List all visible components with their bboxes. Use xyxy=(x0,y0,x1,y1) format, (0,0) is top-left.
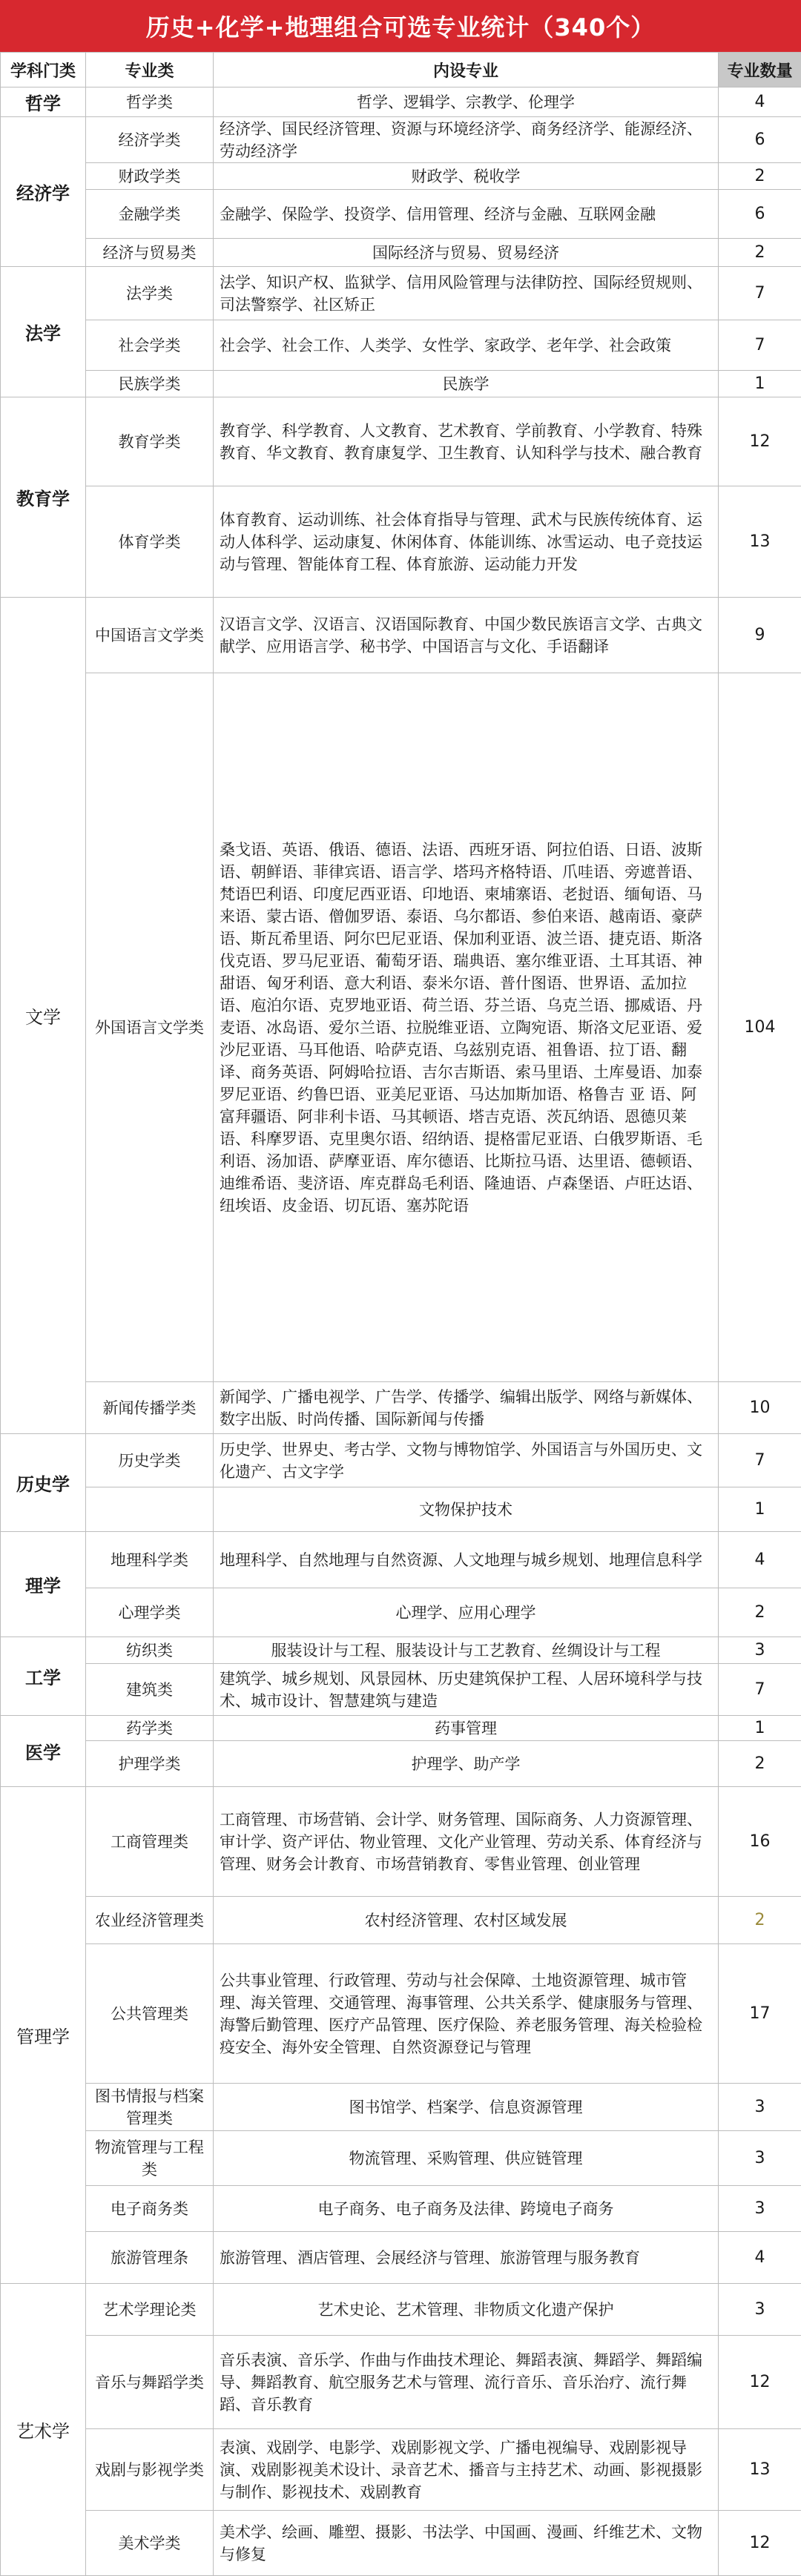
class-cell: 法学类 xyxy=(86,267,214,320)
table-body xyxy=(1,87,801,2576)
class-cell: 物流管理与工程类 xyxy=(86,2131,214,2186)
majors-cell: 建筑学、城乡规划、风景园林、历史建筑保护工程、人居环境科学与技术、城市设计、智慧建筑与建造 xyxy=(214,1664,719,1716)
class-cell: 公共管理类 xyxy=(86,1944,214,2084)
count-cell: 4 xyxy=(719,1532,801,1588)
count-cell: 17 xyxy=(719,1944,801,2084)
table-row xyxy=(1,87,801,117)
table-row xyxy=(1,598,801,673)
table-row xyxy=(1,163,801,190)
table-row xyxy=(1,1382,801,1434)
class-cell: 经济学类 xyxy=(86,117,214,163)
table-row xyxy=(1,320,801,371)
class-cell: 社会学类 xyxy=(86,320,214,371)
count-cell: 7 xyxy=(719,320,801,371)
count-cell: 3 xyxy=(719,2186,801,2232)
category-cell: 管理学 xyxy=(1,1787,86,2284)
count-cell: 13 xyxy=(719,486,801,598)
category-cell: 艺术学 xyxy=(1,2284,86,2576)
table-row xyxy=(1,2429,801,2511)
majors-cell: 国际经济与贸易、贸易经济 xyxy=(214,239,719,267)
table-row xyxy=(1,1741,801,1787)
majors-cell: 旅游管理、酒店管理、会展经济与管理、旅游管理与服务教育 xyxy=(214,2232,719,2284)
page-title: 历史+化学+地理组合可选专业统计（340个） xyxy=(0,0,801,52)
majors-cell: 农村经济管理、农村区域发展 xyxy=(214,1897,719,1944)
majors-cell: 历史学、世界史、考古学、文物与博物馆学、外国语言与外国历史、文化遗产、古文字学 xyxy=(214,1434,719,1487)
class-cell: 工商管理类 xyxy=(86,1787,214,1897)
table-row xyxy=(1,267,801,320)
class-cell: 心理学类 xyxy=(86,1588,214,1637)
majors-cell: 民族学 xyxy=(214,371,719,397)
table-row xyxy=(1,1716,801,1741)
class-cell: 药学类 xyxy=(86,1716,214,1741)
table-row xyxy=(1,1487,801,1532)
category-cell: 哲学 xyxy=(1,87,86,117)
header-class: 专业类 xyxy=(86,53,214,87)
category-cell: 经济学 xyxy=(1,117,86,267)
majors-cell: 新闻学、广播电视学、广告学、传播学、编辑出版学、网络与新媒体、数字出版、时尚传播、国际新闻与传播 xyxy=(214,1382,719,1434)
class-cell: 体育学类 xyxy=(86,486,214,598)
table-row xyxy=(1,673,801,1382)
header-majors: 内设专业 xyxy=(214,53,719,87)
class-cell: 中国语言文学类 xyxy=(86,598,214,673)
majors-cell: 文物保护技术 xyxy=(214,1487,719,1532)
majors-cell: 图书馆学、档案学、信息资源管理 xyxy=(214,2084,719,2131)
count-cell: 7 xyxy=(719,1434,801,1487)
category-cell: 教育学 xyxy=(1,397,86,598)
majors-cell: 心理学、应用心理学 xyxy=(214,1588,719,1637)
class-cell: 地理科学类 xyxy=(86,1532,214,1588)
class-cell: 新闻传播学类 xyxy=(86,1382,214,1434)
class-cell: 农业经济管理类 xyxy=(86,1897,214,1944)
count-cell: 9 xyxy=(719,598,801,673)
table-row xyxy=(1,397,801,486)
count-cell: 16 xyxy=(719,1787,801,1897)
count-cell: 1 xyxy=(719,1716,801,1741)
majors-cell: 哲学、逻辑学、宗教学、伦理学 xyxy=(214,87,719,117)
class-cell: 音乐与舞蹈学类 xyxy=(86,2336,214,2429)
table-row xyxy=(1,2186,801,2232)
class-cell: 纺织类 xyxy=(86,1637,214,1664)
class-cell: 哲学类 xyxy=(86,87,214,117)
category-cell: 法学 xyxy=(1,267,86,397)
count-cell: 12 xyxy=(719,397,801,486)
count-cell: 6 xyxy=(719,117,801,163)
majors-cell: 工商管理、市场营销、会计学、财务管理、国际商务、人力资源管理、审计学、资产评估、物业管理、文化产业管理、劳动关系、体育经济与管理、财务会计教育、市场营销教育、零售业管理、创业管理 xyxy=(214,1787,719,1897)
count-cell: 104 xyxy=(719,673,801,1382)
count-cell: 1 xyxy=(719,371,801,397)
table-row xyxy=(1,1787,801,1897)
count-cell: 2 xyxy=(719,1897,801,1944)
category-cell: 理学 xyxy=(1,1532,86,1637)
table-row xyxy=(1,2131,801,2186)
majors-cell: 音乐表演、音乐学、作曲与作曲技术理论、舞蹈表演、舞蹈学、舞蹈编导、舞蹈教育、航空服务艺术与管理、流行音乐、音乐治疗、流行舞蹈、音乐教育 xyxy=(214,2336,719,2429)
header-count: 专业数量 xyxy=(719,53,801,87)
header-category: 学科门类 xyxy=(1,53,86,87)
table-row xyxy=(1,2284,801,2336)
class-cell: 戏剧与影视学类 xyxy=(86,2429,214,2511)
count-cell: 6 xyxy=(719,190,801,239)
category-cell: 工学 xyxy=(1,1637,86,1716)
count-cell: 1 xyxy=(719,1487,801,1532)
majors-cell: 药事管理 xyxy=(214,1716,719,1741)
class-cell xyxy=(86,1487,214,1532)
majors-cell: 体育教育、运动训练、社会体育指导与管理、武术与民族传统体育、运动人体科学、运动康复、休闲体育、体能训练、冰雪运动、电子竞技运动与管理、智能体育工程、体育旅游、运动能力开发 xyxy=(214,486,719,598)
class-cell: 金融学类 xyxy=(86,190,214,239)
count-cell: 10 xyxy=(719,1382,801,1434)
count-cell: 2 xyxy=(719,1741,801,1787)
class-cell: 经济与贸易类 xyxy=(86,239,214,267)
count-cell: 3 xyxy=(719,1637,801,1664)
count-cell: 2 xyxy=(719,163,801,190)
class-cell: 图书情报与档案管理类 xyxy=(86,2084,214,2131)
class-cell: 旅游管理条 xyxy=(86,2232,214,2284)
class-cell: 外国语言文学类 xyxy=(86,673,214,1382)
count-cell: 13 xyxy=(719,2429,801,2511)
class-cell: 民族学类 xyxy=(86,371,214,397)
majors-cell: 教育学、科学教育、人文教育、艺术教育、学前教育、小学教育、特殊教育、华文教育、教育康复学、卫生教育、认知科学与技术、融合教育 xyxy=(214,397,719,486)
majors-cell: 汉语言文学、汉语言、汉语国际教育、中国少数民族语言文学、古典文献学、应用语言学、秘书学、中国语言与文化、手语翻译 xyxy=(214,598,719,673)
majors-cell: 地理科学、自然地理与自然资源、人文地理与城乡规划、地理信息科学 xyxy=(214,1532,719,1588)
class-cell: 建筑类 xyxy=(86,1664,214,1716)
class-cell: 历史学类 xyxy=(86,1434,214,1487)
majors-cell: 艺术史论、艺术管理、非物质文化遗产保护 xyxy=(214,2284,719,2336)
table-header-row xyxy=(1,53,801,87)
class-cell: 护理学类 xyxy=(86,1741,214,1787)
table-row xyxy=(1,1532,801,1588)
table-row xyxy=(1,190,801,239)
count-cell: 7 xyxy=(719,1664,801,1716)
majors-cell: 经济学、国民经济管理、资源与环境经济学、商务经济学、能源经济、劳动经济学 xyxy=(214,117,719,163)
table-row xyxy=(1,1588,801,1637)
majors-cell: 财政学、税收学 xyxy=(214,163,719,190)
majors-cell: 法学、知识产权、监狱学、信用风险管理与法律防控、国际经贸规则、司法警察学、社区矫正 xyxy=(214,267,719,320)
table-row xyxy=(1,1637,801,1664)
count-cell: 4 xyxy=(719,87,801,117)
category-cell: 文学 xyxy=(1,598,86,1434)
table-row xyxy=(1,2084,801,2131)
category-cell: 医学 xyxy=(1,1716,86,1787)
majors-cell: 桑戈语、英语、俄语、德语、法语、西班牙语、阿拉伯语、日语、波斯语、朝鲜语、菲律宾语、语言学、塔玛齐格特语、爪哇语、旁遮普语、梵语巴利语、印度尼西亚语、印地语、柬埔寨语、老挝语、缅甸语、马来语、蒙古语、僧伽罗语、泰语、乌尔都语、参伯来语、越南语、豪萨语、斯瓦希里语、阿尔巴尼亚语、保加利亚语、波兰语、捷克语、斯洛伐克语、罗马尼亚语、葡萄牙语、瑞典语、塞尔维亚语、土耳其语、神甜语、匈牙利语、意大利语、泰米尔语、普什图语、世界语、孟加拉语、庖泊尔语、克罗地亚语、荷兰语、芬兰语、乌克兰语、挪威语、丹麦语、冰岛语、爱尔兰语、拉脱维亚语、立陶宛语、斯洛文尼亚语、爱沙尼亚语、马耳他语、哈萨克语、乌兹别克语、祖鲁语、拉丁语、翻译、商务英语、阿姆哈拉语、吉尔吉斯语、索马里语、土库曼语、加泰罗尼亚语、约鲁巴语、亚美尼亚语、马达加斯加语、格鲁吉 亚 语、阿富拜疆语、阿非利卡语、马其顿语、塔吉克语、茨瓦纳语、恩德贝莱语、科摩罗语、克里奥尔语、绍纳语、提格雷尼亚语、白俄罗斯语、毛利语、汤加语、萨摩亚语、库尔德语、比斯拉马语、达里语、德顿语、迪维希语、斐济语、库克群岛毛利语、隆迪语、卢森堡语、卢旺达语、纽埃语、皮金语、切瓦语、塞苏陀语 xyxy=(214,673,719,1382)
majors-table xyxy=(0,52,801,2576)
class-cell: 艺术学理论类 xyxy=(86,2284,214,2336)
category-cell: 历史学 xyxy=(1,1434,86,1532)
table-row xyxy=(1,1944,801,2084)
count-cell: 3 xyxy=(719,2131,801,2186)
table-row xyxy=(1,1897,801,1944)
majors-cell: 美术学、绘画、雕塑、摄影、书法学、中国画、漫画、纤维艺术、文物与修复 xyxy=(214,2511,719,2576)
table-row xyxy=(1,486,801,598)
majors-cell: 社会学、社会工作、人类学、女性学、家政学、老年学、社会政策 xyxy=(214,320,719,371)
majors-cell: 金融学、保险学、投资学、信用管理、经济与金融、互联网金融 xyxy=(214,190,719,239)
majors-cell: 公共事业管理、行政管理、劳动与社会保障、土地资源管理、城市管理、海关管理、交通管理、海事管理、公共关系学、健康服务与管理、海警后勤管理、医疗产品管理、医疗保险、养老服务管理、海关检验检疫安全、海外安全管理、自然资源登记与管理 xyxy=(214,1944,719,2084)
table-row xyxy=(1,1664,801,1716)
class-cell: 电子商务类 xyxy=(86,2186,214,2232)
count-cell: 3 xyxy=(719,2084,801,2131)
majors-cell: 物流管理、采购管理、供应链管理 xyxy=(214,2131,719,2186)
class-cell: 财政学类 xyxy=(86,163,214,190)
count-cell: 3 xyxy=(719,2284,801,2336)
count-cell: 2 xyxy=(719,239,801,267)
count-cell: 4 xyxy=(719,2232,801,2284)
count-cell: 7 xyxy=(719,267,801,320)
table-row xyxy=(1,239,801,267)
majors-cell: 电子商务、电子商务及法律、跨境电子商务 xyxy=(214,2186,719,2232)
table-row xyxy=(1,2336,801,2429)
table-row xyxy=(1,1434,801,1487)
table-row xyxy=(1,2232,801,2284)
count-cell: 2 xyxy=(719,1588,801,1637)
table-row xyxy=(1,117,801,163)
class-cell: 美术学类 xyxy=(86,2511,214,2576)
majors-cell: 护理学、助产学 xyxy=(214,1741,719,1787)
count-cell: 12 xyxy=(719,2511,801,2576)
class-cell: 教育学类 xyxy=(86,397,214,486)
table-row xyxy=(1,371,801,397)
table-row xyxy=(1,2511,801,2576)
majors-cell: 表演、戏剧学、电影学、戏剧影视文学、广播电视编导、戏剧影视导演、戏剧影视美术设计、录音艺术、播音与主持艺术、动画、影视摄影与制作、影视技术、戏剧教育 xyxy=(214,2429,719,2511)
count-cell: 12 xyxy=(719,2336,801,2429)
majors-cell: 服装设计与工程、服装设计与工艺教育、丝绸设计与工程 xyxy=(214,1637,719,1664)
